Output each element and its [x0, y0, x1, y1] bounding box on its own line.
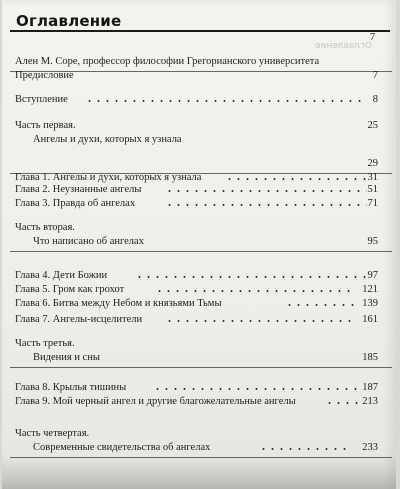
page-number: 7: [370, 32, 375, 43]
toc-entry: [33, 134, 378, 145]
toc-page-number: 31: [367, 172, 378, 183]
toc-page-number: 213: [362, 396, 378, 407]
toc-entry-title: Что написано об ангелах: [33, 236, 144, 247]
toc-page-number: 161: [362, 314, 378, 325]
toc-page-number: 95: [367, 236, 378, 247]
toc-entry: [15, 94, 378, 105]
toc-entry-title: Глава 2. Неузнанные ангелы: [15, 184, 142, 195]
toc-page-number: 7: [372, 70, 378, 81]
toc-entry: [15, 222, 378, 233]
toc-entry: [15, 70, 378, 81]
toc-entry: [15, 396, 378, 407]
header-rule: [10, 30, 390, 32]
toc-entry-title: Глава 8. Крылья тишины: [15, 382, 127, 393]
toc-entry: [15, 198, 378, 209]
dot-leader: [225, 178, 367, 180]
dot-leader: [85, 100, 367, 102]
toc-page-number: 233: [362, 442, 378, 453]
toc-entry-title: Видения и сны: [33, 352, 100, 363]
toc-entry-title: Часть вторая.: [15, 222, 75, 233]
dot-leader: [165, 320, 355, 322]
toc-entry: [15, 314, 378, 325]
toc-entry: [15, 284, 378, 295]
dot-leader: [285, 304, 355, 306]
toc-entry-title: Современные свидетельства об ангелах: [33, 442, 211, 453]
toc-entry: [33, 352, 378, 363]
toc-page-number: 121: [362, 284, 378, 295]
toc-entry-title: Часть четвертая.: [15, 428, 90, 439]
toc-entry-title: Глава 5. Гром как грохот: [15, 284, 125, 295]
toc-entry-title: Глава 4. Дети Божии: [15, 270, 108, 281]
toc-entry-title: Глава 3. Правда об ангелах: [15, 198, 136, 209]
dot-leader: [165, 190, 367, 192]
toc-entry-title: Глава 1. Ангелы и духи, которых я узнала: [15, 172, 202, 183]
toc-page-number: 187: [362, 382, 378, 393]
dot-leader: [259, 448, 350, 450]
toc-page-number: 8: [372, 94, 378, 105]
toc-page-number: 51: [367, 184, 378, 195]
toc-entry-title: Ален М. Соре, профессор философии Грегорианского университета: [15, 56, 320, 67]
toc-entry: [15, 172, 378, 183]
toc-entry: [15, 382, 378, 393]
toc-page-number: 71: [367, 198, 378, 209]
toc-entry: [15, 338, 378, 349]
toc-entry: [33, 236, 378, 247]
entry-rule: [10, 251, 392, 252]
toc-entry: [15, 428, 378, 439]
toc-page-number: 185: [362, 352, 378, 363]
toc-entry-title: Глава 6. Битва между Небом и князьями Тьмы: [15, 298, 222, 309]
toc-entry-title: Ангелы и духи, которых я узнала: [33, 134, 182, 145]
toc-entry-title: Глава 7. Ангелы-исцелители: [15, 314, 143, 325]
toc-page-number: 25: [367, 120, 378, 131]
toc-entry: [15, 56, 378, 67]
toc-entry-title: Часть третья.: [15, 338, 75, 349]
dot-leader: [155, 290, 355, 292]
toc-entry: [15, 298, 378, 309]
toc-entry: [33, 442, 378, 453]
toc-entry-title: Глава 9. Мой черный ангел и другие благожелательные ангелы: [15, 396, 296, 407]
dot-leader: [135, 276, 367, 278]
entry-rule: [10, 367, 392, 368]
bleed-through-text: Оглавление: [315, 41, 372, 51]
dot-leader: [153, 388, 360, 390]
toc-entry-title: Предисловие: [15, 70, 74, 81]
toc-entry-title: Часть первая.: [15, 120, 76, 131]
toc-page-number: 139: [362, 298, 378, 309]
toc-entry: [15, 184, 378, 195]
toc-page-number: 29: [367, 158, 378, 169]
toc-page-number: 97: [367, 270, 378, 281]
toc-entry-title: Вступление: [15, 94, 68, 105]
page-shadow: [2, 455, 396, 489]
book-page: [2, 0, 396, 489]
dot-leader: [325, 402, 360, 404]
page-title: Оглавление: [16, 12, 122, 30]
toc-entry: [15, 120, 378, 131]
toc-entry: [15, 270, 378, 281]
dot-leader: [165, 204, 367, 206]
